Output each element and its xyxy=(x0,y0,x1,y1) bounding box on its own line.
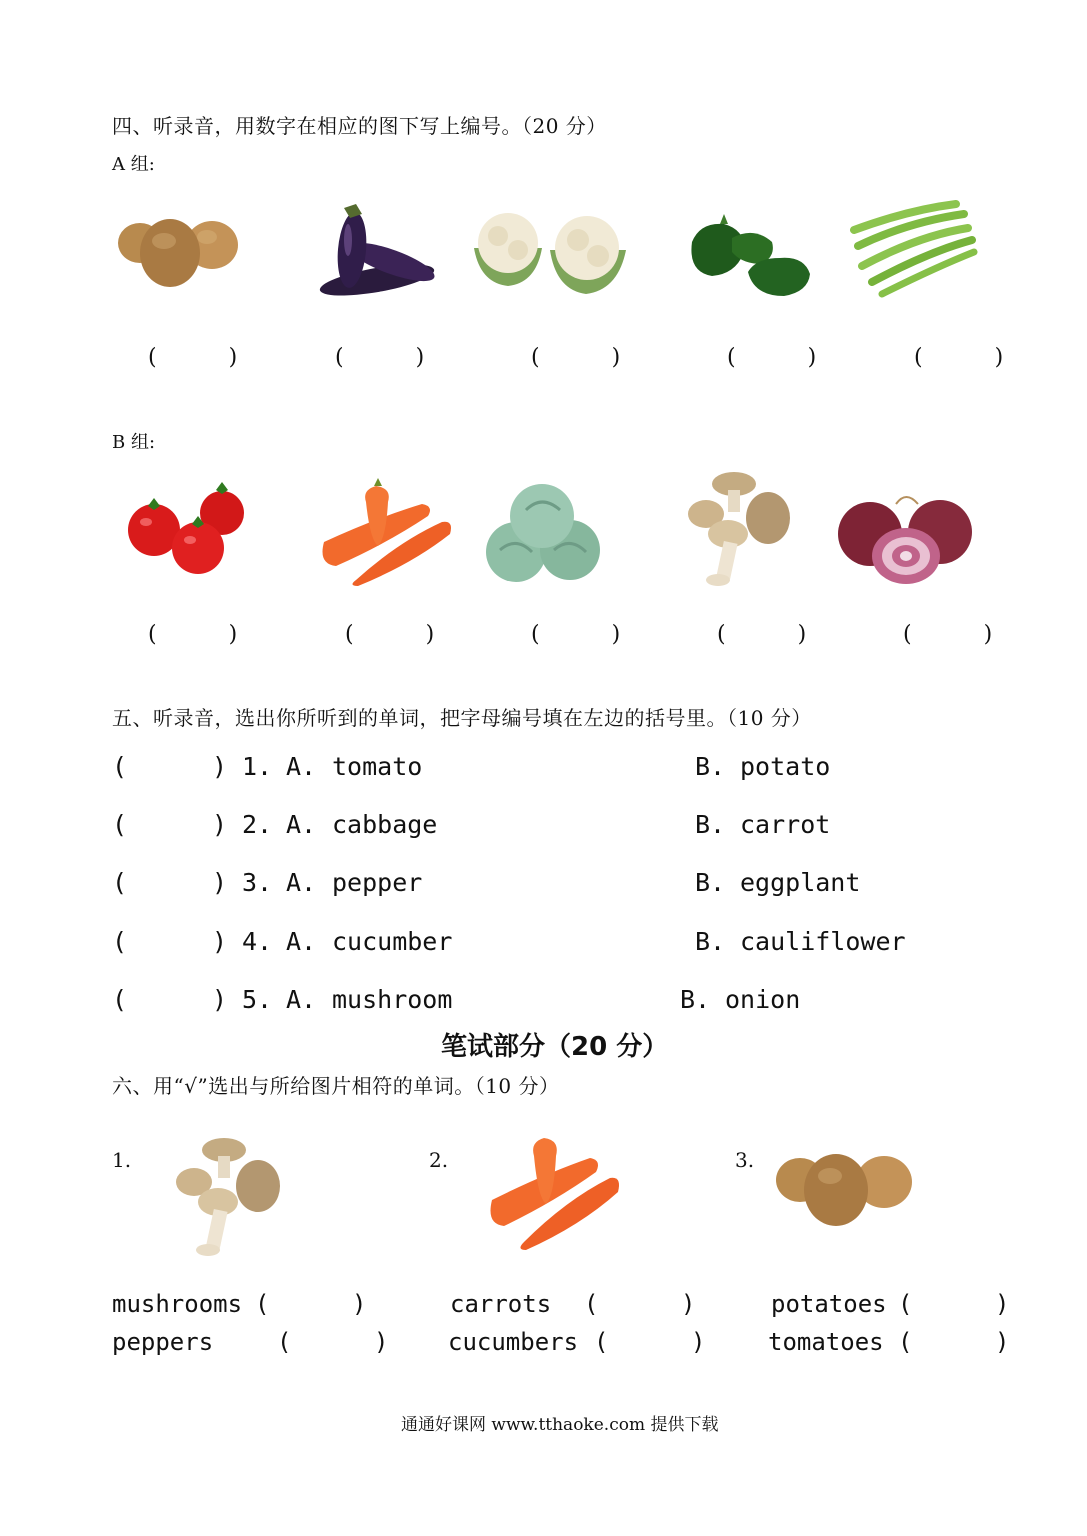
answer-blank-a5[interactable]: ( ) xyxy=(914,345,1004,370)
answer-blank-open[interactable]: ( xyxy=(112,752,128,781)
item-number: 1. xyxy=(242,752,273,781)
option-b-label: B. xyxy=(695,868,726,897)
answer-blank-open[interactable]: ( xyxy=(112,927,128,956)
option-a-label: A. xyxy=(286,985,317,1014)
tomato-image xyxy=(124,478,249,578)
mushroom-image xyxy=(172,1136,280,1262)
option-cucumbers[interactable]: cucumbers ( ) xyxy=(448,1328,706,1356)
option-a-label: A. xyxy=(286,868,317,897)
option-a-word: tomato xyxy=(332,752,423,781)
potato-image xyxy=(772,1142,914,1234)
answer-blank-open[interactable]: ( xyxy=(112,868,128,897)
section5-title: 五、听录音，选出你所听到的单词，把字母编号填在左边的括号里。（10 分） xyxy=(112,706,812,730)
answer-blank-a3[interactable]: ( ) xyxy=(531,345,621,370)
answer-blank-open[interactable]: ( xyxy=(112,810,128,839)
green-bean-image xyxy=(848,200,978,300)
answer-blank-close[interactable]: ) xyxy=(212,810,228,839)
carrot-image xyxy=(316,482,456,587)
eggplant-image xyxy=(312,200,442,300)
option-b-word: eggplant xyxy=(740,868,861,897)
answer-blank-a4[interactable]: ( ) xyxy=(727,345,817,370)
item-number: 5. xyxy=(242,985,273,1014)
answer-blank-b3[interactable]: ( ) xyxy=(531,622,621,647)
option-b-label: B. xyxy=(680,985,711,1014)
potato-image xyxy=(112,205,242,295)
answer-blank-close[interactable]: ) xyxy=(212,868,228,897)
cauliflower-image xyxy=(470,198,630,303)
option-carrots[interactable]: carrots ( ) xyxy=(450,1290,696,1318)
option-b-word: carrot xyxy=(740,810,831,839)
answer-blank-a1[interactable]: ( ) xyxy=(148,345,238,370)
option-mushrooms[interactable]: mushrooms ( ) xyxy=(112,1290,367,1318)
option-b-label: B. xyxy=(695,752,726,781)
option-b-label: B. xyxy=(695,810,726,839)
section4-title: 四、听录音，用数字在相应的图下写上编号。（20 分） xyxy=(112,114,607,138)
answer-blank-close[interactable]: ) xyxy=(212,985,228,1014)
option-peppers[interactable]: peppers ( ) xyxy=(112,1328,389,1356)
answer-blank-b1[interactable]: ( ) xyxy=(148,622,238,647)
answer-blank-close[interactable]: ) xyxy=(212,752,228,781)
cabbage-image xyxy=(486,480,602,588)
option-potatoes[interactable]: potatoes ( ) xyxy=(771,1290,1010,1318)
option-a-word: cucumber xyxy=(332,927,453,956)
option-a-label: A. xyxy=(286,927,317,956)
item-number: 3. xyxy=(242,868,273,897)
answer-blank-open[interactable]: ( xyxy=(112,985,128,1014)
group-a-label: A 组: xyxy=(112,154,155,175)
option-a-word: pepper xyxy=(332,868,423,897)
option-b-word: cauliflower xyxy=(740,927,906,956)
item-number: 2. xyxy=(242,810,273,839)
answer-blank-close[interactable]: ) xyxy=(212,927,228,956)
s6-item1-number: 1. xyxy=(112,1148,132,1172)
option-a-word: mushroom xyxy=(332,985,453,1014)
option-b-word: onion xyxy=(725,985,801,1014)
option-a-word: cabbage xyxy=(332,810,438,839)
option-b-label: B. xyxy=(695,927,726,956)
pepper-image xyxy=(684,212,814,300)
option-tomatoes[interactable]: tomatoes ( ) xyxy=(768,1328,1010,1356)
s6-item3-number: 3. xyxy=(735,1148,755,1172)
option-a-label: A. xyxy=(286,810,317,839)
option-b-word: potato xyxy=(740,752,831,781)
answer-blank-b4[interactable]: ( ) xyxy=(717,622,807,647)
answer-blank-b2[interactable]: ( ) xyxy=(345,622,435,647)
answer-blank-b5[interactable]: ( ) xyxy=(903,622,993,647)
item-number: 4. xyxy=(242,927,273,956)
mushroom-image xyxy=(684,470,790,592)
footer-credit: 通通好课网 www.tthaoke.com 提供下载 xyxy=(401,1415,719,1435)
carrot-image xyxy=(484,1134,624,1252)
section6-title: 六、用“√”选出与所给图片相符的单词。（10 分） xyxy=(112,1074,560,1098)
answer-blank-a2[interactable]: ( ) xyxy=(335,345,425,370)
group-b-label: B 组: xyxy=(112,432,156,453)
option-a-label: A. xyxy=(286,752,317,781)
s6-item2-number: 2. xyxy=(429,1148,449,1172)
onion-image xyxy=(836,490,972,588)
written-section-heading: 笔试部分（20 分） xyxy=(441,1032,669,1062)
